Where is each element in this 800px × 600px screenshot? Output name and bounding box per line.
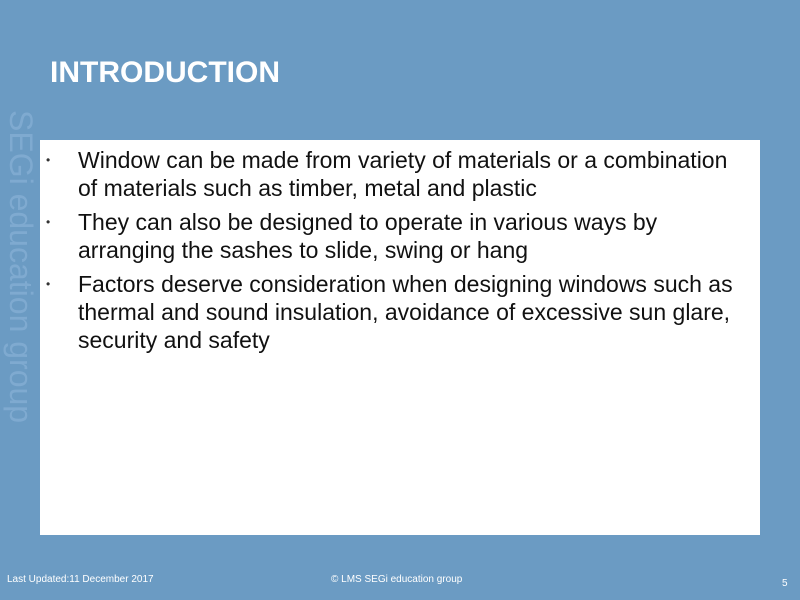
content-box [40,140,760,535]
bullet-item [40,146,760,202]
bullet-item [40,270,760,354]
bullet-text: Factors deserve consideration when designing windows such as thermal and sound insulation, avoidance of excessive sun glare, security and safety [78,271,733,353]
bullet-text: They can also be designed to operate in various ways by arranging the sashes to slide, swing or hang [78,209,658,263]
watermark [0,102,40,502]
slide-title: INTRODUCTION [50,56,280,89]
watermark-text: SEGi education group [3,110,39,424]
bullet-marker: • [46,277,51,291]
bullet-list [40,146,760,360]
bullet-marker: • [46,215,51,229]
bullet-marker: • [46,153,51,167]
page-number: 5 [782,578,788,589]
bullet-item [40,208,760,264]
footer-last-updated: Last Updated:11 December 2017 [7,574,154,585]
bullet-text: Window can be made from variety of materials or a combination of materials such as timber, metal and plastic [78,147,728,201]
footer-copyright: © LMS SEGi education group [331,574,463,585]
